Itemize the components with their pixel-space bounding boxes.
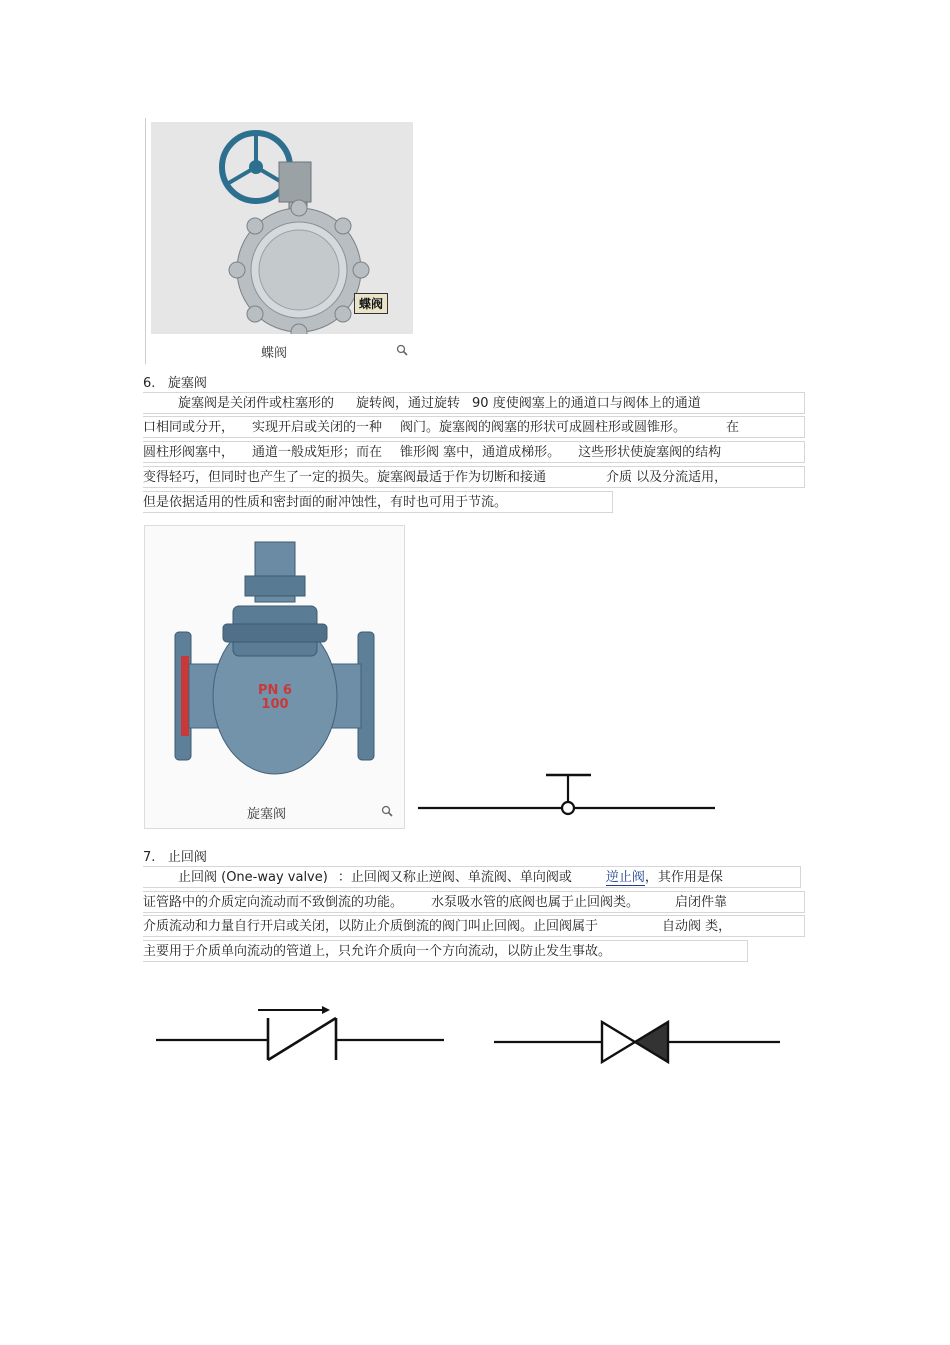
text-run: 证管路中的介质定向流动而不致倒流的功能。: [143, 895, 404, 910]
paragraph-line: [143, 891, 805, 913]
text-run: 止回阀 (One-way valve): [178, 870, 328, 885]
section-title: 旋塞阀: [167, 376, 207, 391]
text-run: 启闭件靠: [675, 895, 728, 910]
butterfly-tag: 蝶阀: [354, 293, 388, 314]
butterfly-caption: 蝶阀: [261, 346, 288, 361]
section6-heading: [143, 372, 207, 391]
plug-valve-caption: 旋塞阀: [247, 807, 287, 822]
magnifier-icon[interactable]: [381, 805, 393, 817]
text-run: 口相同或分开，: [143, 420, 235, 435]
section-title: 止回阀: [167, 850, 207, 865]
text-run: ：止回阀又称止逆阀、单流阀、单向阀或: [337, 870, 572, 885]
text-run: ，其作用是保: [644, 870, 723, 885]
check-valve-symbol-triangle: [490, 1010, 790, 1070]
text-run: 锥形阀 塞中，通道成梯形。: [400, 445, 561, 460]
text-run: 旋塞阀是关闭件或柱塞形的: [178, 396, 335, 411]
text-run: 圆柱形阀塞中，: [143, 445, 235, 460]
text-run: 在: [726, 420, 740, 435]
plug-valve-symbol: [415, 765, 720, 820]
section-number: 7.: [143, 850, 156, 865]
paragraph-line: [143, 915, 805, 937]
text-run: 变得轻巧，但同时也产生了一定的损失。旋塞阀最适于作为切断和接通: [143, 470, 547, 485]
text-run: 介质流动和力量自行开启或关闭，以防止介质倒流的阀门叫止回阀。止回阀属于: [143, 919, 599, 934]
paragraph-line: [143, 441, 805, 463]
butterfly-valve-photo: [145, 118, 414, 364]
paragraph-line: [143, 466, 805, 488]
text-run: 水泵吸水管的底阀也属于止回阀类。: [431, 895, 640, 910]
check-valve-link[interactable]: 逆止阀: [605, 870, 645, 885]
text-run: 介质 以及分流适用，: [606, 470, 728, 485]
magnifier-icon[interactable]: [396, 344, 408, 356]
text-run: 主要用于介质单向流动的管道上，只允许介质向一个方向流动，以防止发生事故。: [143, 944, 612, 959]
paragraph-line: [143, 940, 748, 962]
paragraph-line: [143, 392, 805, 414]
paragraph-line: [143, 866, 801, 888]
text-run: 实现开启或关闭的一种: [252, 420, 383, 435]
text-run: 阀门。旋塞阀的阀塞的形状可成圆柱形或圆锥形。: [400, 420, 687, 435]
text-run: 自动阀 类，: [662, 919, 732, 934]
paragraph-line: [143, 416, 805, 438]
text-run: 这些形状使旋塞阀的结构: [578, 445, 722, 460]
text-run: 通道一般成矩形；而在: [252, 445, 383, 460]
text-run: 但是依据适用的性质和密封面的耐冲蚀性，有时也可用于节流。: [143, 495, 508, 510]
paragraph-line: [143, 491, 613, 513]
plug-valve-illustration: [145, 526, 404, 796]
section-number: 6.: [143, 376, 156, 391]
plug-valve-photo: [144, 525, 405, 829]
text-run: 旋转阀，通过旋转: [356, 396, 461, 411]
text-run: 90 度使阀塞上的通道口与阀体上的通道: [472, 396, 701, 411]
section7-heading: [143, 846, 207, 865]
check-valve-symbol-z: [150, 1000, 450, 1080]
pn-marking: PN 6 100: [258, 683, 292, 712]
